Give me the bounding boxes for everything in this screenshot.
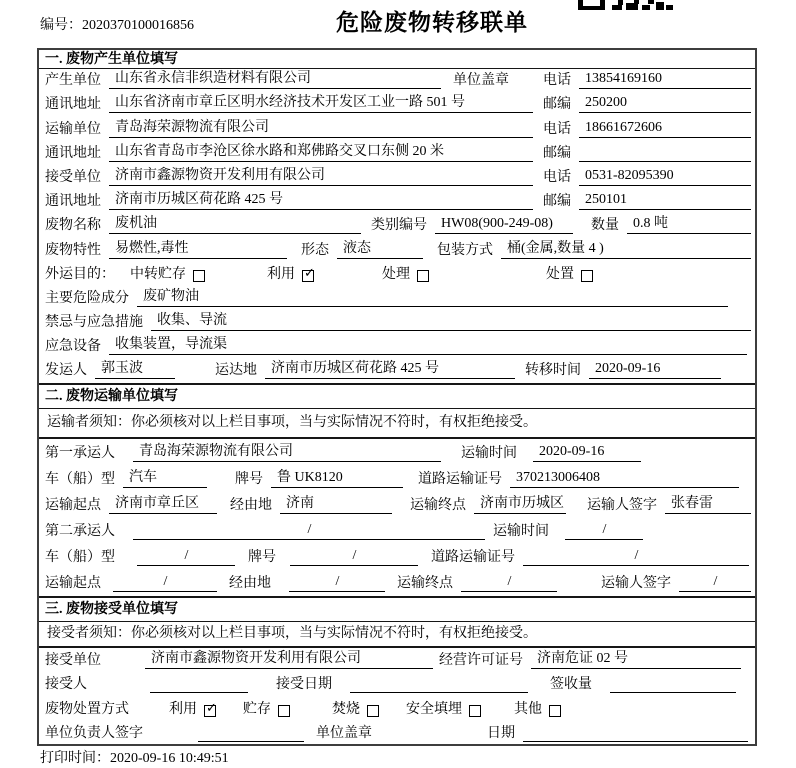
- destination-label: 运达地: [215, 363, 257, 379]
- row-purpose: [39, 263, 755, 287]
- transport-time-label: 运输时间: [493, 523, 549, 539]
- category-value: HW08(900-249-08): [435, 216, 573, 234]
- row-producer: [39, 69, 755, 93]
- vehicle-type-label: 车（船）型: [45, 471, 115, 487]
- via-label: 经由地: [229, 576, 271, 591]
- row-receiving-unit: [39, 648, 755, 673]
- terminal-label: 运输终点: [410, 497, 466, 513]
- transporter-zip-value: [579, 160, 751, 162]
- recipient-value: [150, 691, 248, 693]
- row-recipient: [39, 673, 755, 698]
- purpose-option-disposal: [546, 267, 593, 283]
- disposal-option-storage: [243, 702, 290, 718]
- road-permit-label: 道路运输证号: [418, 471, 502, 487]
- transfer-storage-label: 中转贮存: [130, 266, 186, 282]
- transporter-value: 青岛海荣源物流有限公司: [109, 120, 533, 138]
- vehicle2-value: /: [137, 548, 235, 566]
- reuse-label: 利用: [267, 266, 295, 282]
- disposal-option-other: [514, 702, 561, 718]
- form-value: 液态: [337, 241, 423, 259]
- carrier-sign-label: 运输人签字: [601, 576, 671, 591]
- origin2-value: /: [113, 574, 217, 592]
- storage-label: 贮存: [243, 701, 271, 717]
- row-vehicle1: [39, 466, 755, 492]
- section-transport-heading: 二. 废物运输单位填写: [39, 385, 755, 409]
- producer-label: 产生单位: [45, 73, 101, 89]
- checkbox-storage: [278, 705, 290, 717]
- row-transporter: [39, 117, 755, 141]
- carrier1-label: 第一承运人: [45, 445, 115, 461]
- permit1-value: 370213006408: [510, 470, 739, 488]
- sign1-value: 张春雷: [665, 496, 751, 514]
- disposal-option-incineration: [332, 702, 379, 718]
- character-label: 废物特性: [45, 242, 101, 258]
- address-label: 通讯地址: [45, 194, 101, 210]
- producer-phone-value: 13854169160: [579, 71, 751, 89]
- receive-date-label: 接受日期: [276, 677, 332, 692]
- disposal-method-label: 废物处置方式: [45, 701, 129, 717]
- section-receiver-heading: 三. 废物接受单位填写: [39, 598, 755, 622]
- license-label: 经营许可证号: [439, 652, 523, 668]
- row-emergency-equipment: [39, 335, 755, 359]
- origin-label: 运输起点: [45, 576, 101, 591]
- row-receiver-address: [39, 190, 755, 214]
- row-route1: [39, 492, 755, 518]
- row-carrier2: [39, 518, 755, 544]
- plate2-value: /: [290, 548, 418, 566]
- serial-label: 编号：: [40, 18, 82, 33]
- row-consignor: [39, 359, 755, 383]
- recipient-label: 接受人: [45, 677, 87, 692]
- print-time-label: 打印时间：: [40, 751, 110, 766]
- reuse-label: 利用: [169, 701, 197, 717]
- document-serial: [40, 14, 194, 34]
- zip-label: 邮编: [543, 194, 571, 210]
- quantity-value: 0.8 吨: [627, 216, 751, 234]
- row-receiver: [39, 166, 755, 190]
- packing-value: 桶(金属,数量 4 ): [501, 241, 751, 259]
- receiver-phone-value: 0531-82095390: [579, 168, 751, 186]
- phone-label: 电话: [543, 73, 571, 89]
- vehicle1-value: 汽车: [123, 470, 207, 488]
- plate-label: 牌号: [235, 471, 263, 487]
- equipment-value: 收集装置，导流渠: [109, 337, 747, 355]
- head-sign-value: [198, 740, 304, 742]
- checkbox-landfill: [469, 705, 481, 717]
- checkbox-other: [549, 705, 561, 717]
- producer-address-value: 山东省济南市章丘区明水经济技术开发区工业一路 501 号: [109, 95, 533, 113]
- print-time-line: [40, 747, 229, 767]
- origin-label: 运输起点: [45, 497, 101, 513]
- carrier1-value: 青岛海荣源物流有限公司: [133, 444, 441, 462]
- date-label: 日期: [487, 726, 515, 741]
- phone-label: 电话: [543, 121, 571, 137]
- via1-value: 济南: [280, 496, 392, 514]
- qr-code-fragment: [578, 0, 678, 11]
- category-label: 类别编号: [371, 218, 427, 234]
- carrier2-value: /: [133, 522, 485, 540]
- terminal2-value: /: [461, 574, 557, 592]
- transporter-label: 运输单位: [45, 121, 101, 137]
- incineration-label: 焚烧: [332, 701, 360, 717]
- carrier-sign-label: 运输人签字: [587, 497, 657, 513]
- destination-value: 济南市历城区荷花路 425 号: [265, 361, 515, 379]
- taboo-label: 禁忌与应急措施: [45, 315, 143, 331]
- section-transport: [39, 383, 755, 596]
- transfer-date-value: 2020-09-16: [589, 361, 721, 379]
- taboo-value: 收集、导流: [151, 313, 751, 331]
- checkbox-transfer-storage: [193, 270, 205, 282]
- row-disposal-method: [39, 697, 755, 722]
- checkbox-reuse: ✓: [302, 270, 314, 282]
- plate-label: 牌号: [248, 549, 276, 565]
- purpose-label: 外运目的：: [45, 266, 115, 282]
- producer-value: 山东省永信非织造材料有限公司: [109, 71, 441, 89]
- transport-time2-value: /: [565, 522, 643, 540]
- consignor-value: 郭玉波: [95, 361, 175, 379]
- receiver-address-value: 济南市历城区荷花路 425 号: [109, 192, 533, 210]
- receiver-notice: 接受者须知：你必须核对以上栏目事项，当与实际情况不符时，有权拒绝接受。: [39, 622, 755, 648]
- receiver-label: 接受单位: [45, 169, 101, 185]
- row-carrier1: [39, 439, 755, 465]
- other-label: 其他: [514, 701, 542, 717]
- transfer-form: [37, 48, 757, 746]
- transport-time-label: 运输时间: [461, 445, 517, 461]
- landfill-label: 安全填埋: [406, 701, 462, 717]
- treatment-label: 处理: [382, 266, 410, 282]
- purpose-option-reuse: [267, 267, 314, 283]
- row-route2: [39, 570, 755, 596]
- head-sign-label: 单位负责人签字: [45, 726, 143, 741]
- address-label: 通讯地址: [45, 97, 101, 113]
- receive-date-value: [350, 691, 528, 693]
- document-title: 危险废物转移联单: [336, 10, 528, 35]
- print-time-value: 2020-09-16 10:49:51: [110, 751, 229, 766]
- checkbox-disposal: [581, 270, 593, 282]
- row-waste-name: [39, 214, 755, 238]
- consignor-label: 发运人: [45, 363, 87, 379]
- receiving-unit-value: 济南市鑫源物资开发利用有限公司: [145, 651, 433, 669]
- sign-date-value: [523, 740, 748, 742]
- zip-label: 邮编: [543, 145, 571, 161]
- hazard-label: 主要危险成分: [45, 290, 129, 306]
- transporter-address-value: 山东省青岛市李沧区徐水路和郑佛路交叉口东侧 20 米: [109, 144, 533, 162]
- phone-label: 电话: [543, 169, 571, 185]
- zip-label: 邮编: [543, 97, 571, 113]
- carrier2-label: 第二承运人: [45, 523, 115, 539]
- quantity-label: 数量: [591, 218, 619, 234]
- receiver-zip-value: 250101: [579, 192, 751, 210]
- producer-zip-value: 250200: [579, 95, 751, 113]
- terminal-label: 运输终点: [397, 576, 453, 591]
- purpose-option-treatment: [382, 267, 429, 283]
- transport-notice: 运输者须知：你必须核对以上栏目事项，当与实际情况不符时，有权拒绝接受。: [39, 409, 755, 439]
- equipment-label: 应急设备: [45, 339, 101, 355]
- character-value: 易燃性,毒性: [109, 241, 287, 259]
- row-head-signature: [39, 722, 755, 747]
- vehicle-type-label: 车（船）型: [45, 549, 115, 565]
- via2-value: /: [289, 574, 385, 592]
- disposal-option-landfill: [406, 702, 481, 718]
- seal-label: 单位盖章: [316, 726, 372, 741]
- section-receiver: [39, 596, 755, 746]
- section-producer-heading: 一. 废物产生单位填写: [39, 50, 755, 69]
- section-producer: [39, 50, 755, 383]
- checkbox-incineration: [367, 705, 379, 717]
- serial-number: 2020370100016856: [82, 18, 194, 33]
- sign2-value: /: [679, 574, 751, 592]
- disposal-option-reuse: [169, 702, 216, 718]
- row-hazard-component: [39, 287, 755, 311]
- checkbox-reuse: ✓: [204, 705, 216, 717]
- row-producer-address: [39, 93, 755, 117]
- waste-name-label: 废物名称: [45, 218, 101, 234]
- received-qty-value: [610, 691, 736, 693]
- row-waste-character: [39, 238, 755, 262]
- disposal-label: 处置: [546, 266, 574, 282]
- via-label: 经由地: [230, 497, 272, 513]
- plate1-value: 鲁 UK8120: [271, 470, 403, 488]
- packing-label: 包装方式: [437, 242, 493, 258]
- seal-label: 单位盖章: [453, 73, 509, 89]
- road-permit-label: 道路运输证号: [431, 549, 515, 565]
- address-label: 通讯地址: [45, 145, 101, 161]
- row-taboo-measures: [39, 311, 755, 335]
- waste-name-value: 废机油: [109, 216, 361, 234]
- row-vehicle2: [39, 544, 755, 570]
- hazard-value: 废矿物油: [137, 289, 728, 307]
- form-label: 形态: [301, 242, 329, 258]
- received-qty-label: 签收量: [550, 677, 592, 692]
- transporter-phone-value: 18661672606: [579, 120, 751, 138]
- license-value: 济南危证 02 号: [531, 651, 741, 669]
- origin1-value: 济南市章丘区: [109, 496, 217, 514]
- purpose-option-transfer-storage: [130, 267, 205, 283]
- terminal1-value: 济南市历城区: [474, 496, 566, 514]
- permit2-value: /: [523, 548, 749, 566]
- transport-time1-value: 2020-09-16: [533, 444, 641, 462]
- transfer-time-label: 转移时间: [525, 363, 581, 379]
- checkbox-treatment: [417, 270, 429, 282]
- receiver-value: 济南市鑫源物资开发利用有限公司: [109, 168, 533, 186]
- row-transporter-address: [39, 142, 755, 166]
- receiving-unit-label: 接受单位: [45, 652, 101, 668]
